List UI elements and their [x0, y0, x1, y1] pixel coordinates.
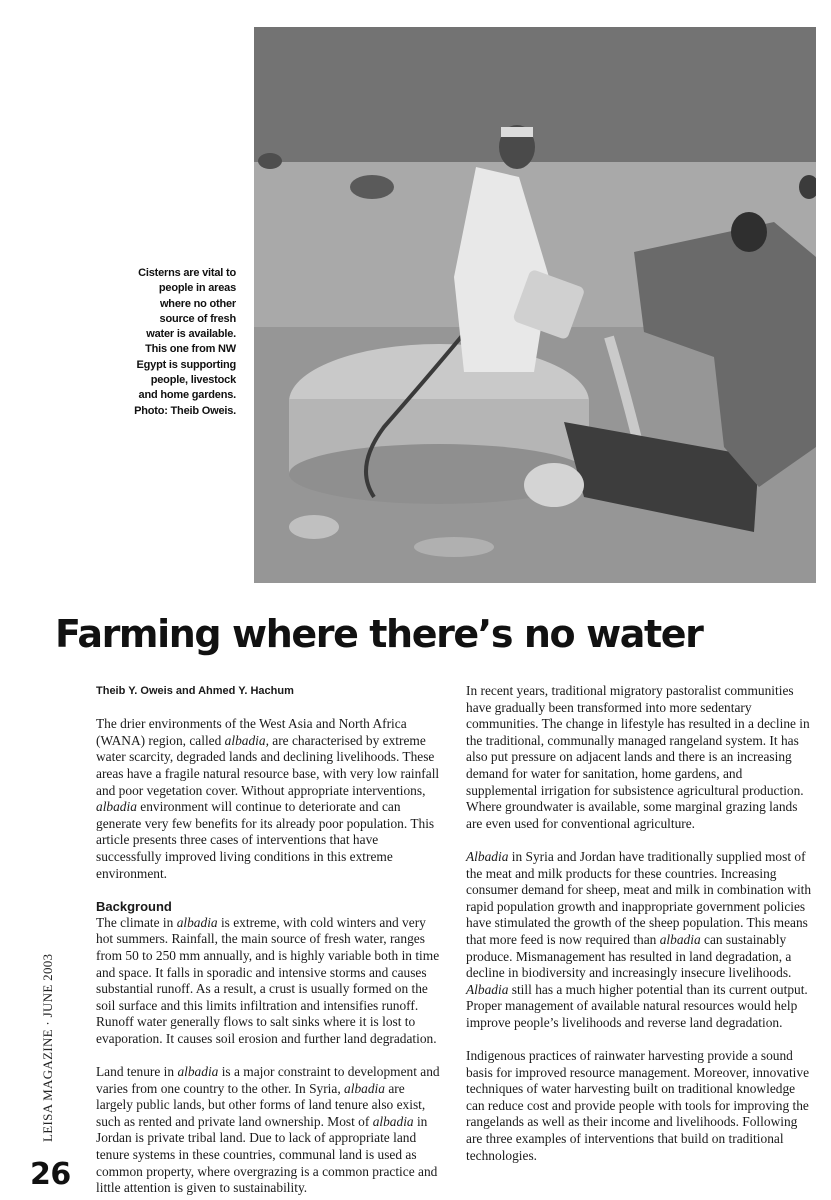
cistern-photo: [254, 27, 816, 583]
text-run: is a major constraint to development and varies from one country to the other. In Syria,: [96, 1064, 440, 1096]
land-tenure-paragraph: [96, 1064, 442, 1197]
caption-line: Egypt is supporting: [136, 358, 236, 371]
cistern-photo-illustration: [254, 27, 816, 583]
right-column: [466, 683, 816, 1164]
meat-milk-paragraph: [466, 849, 816, 1032]
text-run: environment will continue to deteriorate and can generate very few benefits for its already poor population. This article presents three cases of interventions that have successfully improved living conditions in this extreme environment.: [96, 799, 435, 881]
italic-term: albadia: [177, 1064, 219, 1080]
italic-term: albadia: [659, 931, 701, 947]
intro-paragraph: [96, 716, 442, 882]
text-run: are characterised by extreme water scarcity, degraded lands and declining livelihoods. These areas have a fragile natural resource base, with very low rainfall and poor vegetation cover. Without appropriate interventions,: [96, 732, 440, 798]
caption-line: where no other: [159, 297, 236, 310]
text-run: in Jordan is private tribal land. Due to lack of appropriate land tenure systems in these countries, communal land is used as common property, where overgrazing is a common practice and little attention is given to sustainability.: [96, 1113, 438, 1196]
text-run: In recent years, traditional migratory pastoralist communities have gradually been transformed into more sedentary communities. The change in lifestyle has resulted in a decline in the traditional, communally managed rangeland system. It has also put pressure on adjacent lands and there is an increasing demand for water for sanitation, home gardens, and supplemental irrigation for subsistence agricultural production. Where groundwater is available, some marginal grazing lands are even used for conventional agriculture.: [466, 683, 810, 831]
caption-line: Cisterns are vital to: [138, 267, 236, 279]
caption-line: people, livestock: [150, 374, 236, 387]
italic-term: albadia: [372, 1113, 414, 1129]
italic-term: albadia,: [224, 732, 269, 748]
photo-caption: [120, 266, 236, 419]
italic-term: albadia: [176, 914, 218, 930]
text-run: Indigenous practices of rainwater harvesting provide a sound basis for improved resource management. Moreover, innovative techniques of water harvesting built on traditional knowledge can reduce cost and provide people with tools for improving the rangelands as well as their income and livelihoods. Following are three examples of interventions that build on traditional technologies.: [466, 1048, 810, 1163]
second-man-head: [731, 212, 767, 252]
text-run: still has a much higher potential than its current output. Proper management of available natural resources would help improve people’s livelihoods and reverse land degradation.: [466, 981, 808, 1030]
caption-line: Photo: Theib Oweis.: [134, 404, 236, 417]
rainwater-harvesting-paragraph: [466, 1048, 816, 1164]
italic-term: Albadia: [466, 848, 509, 864]
italic-term: albadia: [96, 799, 137, 815]
sky: [254, 27, 816, 162]
text-run: are largely public lands, but other forms of land tenure also exist, such as rented and private land ownership. Most of: [96, 1080, 426, 1129]
headscarf: [501, 127, 533, 137]
pastoralist-paragraph: [466, 683, 816, 832]
caption-line: source of fresh: [159, 312, 236, 325]
italic-term: albadia: [344, 1080, 385, 1096]
text-run: The drier environments of the West Asia and North Africa (WANA) region, called: [96, 716, 407, 748]
section-heading-background: Background: [96, 898, 172, 914]
rock: [289, 515, 339, 539]
rock: [414, 537, 494, 557]
text-run: can sustainably produce. Mismanagement has resulted in land degradation, a decline in biodiversity and increasingly insecure livelihoods.: [466, 931, 792, 981]
text-run: The climate in: [96, 914, 177, 930]
caption-line: people in areas: [158, 282, 236, 295]
caption-line: water is available.: [146, 328, 236, 341]
caption-line: and home gardens.: [138, 389, 236, 402]
italic-term: Albadia: [466, 981, 509, 997]
rock: [524, 463, 584, 507]
caption-line: This one from NW: [145, 343, 236, 356]
article-authors: Theib Y. Oweis and Ahmed Y. Hachum: [96, 685, 294, 697]
shrub: [350, 175, 394, 199]
climate-paragraph: [96, 915, 442, 1048]
page-number: 26: [30, 1157, 71, 1192]
text-run: is extreme, with cold winters and very hot summers. Rainfall, the main source of fresh water, ranges from 50 to 250 mm annually, and is highly variable both in time and space. It falls in sporadic and intensive storms and causes substantial runoff. As a result, a crust is usually formed on the soil surface and this limits infiltration and intensifies runoff. Runoff water generally flows to salt sinks where it is lost to evaporation. It causes soil erosion and further land degradation.: [96, 914, 440, 1046]
publication-sidebar: LEISA MAGAZINE · JUNE 2003: [40, 953, 55, 1142]
article-title: Farming where there’s no water: [55, 612, 703, 656]
text-run: Land tenure in: [96, 1064, 178, 1080]
text-run: in Syria and Jordan have traditionally supplied most of the meat and milk products for these countries. Increasing consumer demand for sheep, meat and milk in combination with rapid population growth and inappropriate government policies have stimulated the growth of the sheep population. This means that more feed is now required than: [466, 848, 812, 947]
left-column: [96, 683, 442, 1197]
shrub: [258, 153, 282, 169]
